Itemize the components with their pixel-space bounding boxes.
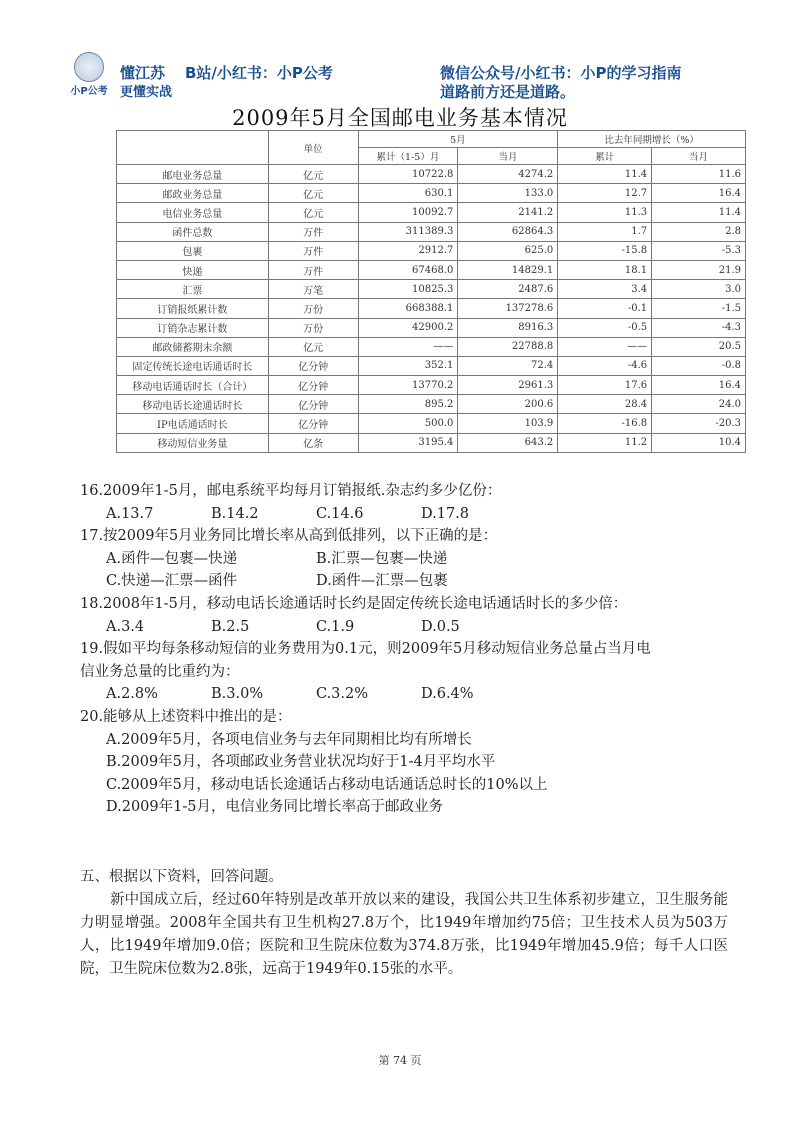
option: B.汇票—包裹—快递: [316, 550, 448, 567]
table-row: [117, 433, 746, 452]
row-name: 邮电业务总量: [117, 165, 269, 184]
row-unit: 亿元: [268, 337, 358, 356]
row-name: 汇票: [117, 280, 269, 299]
row-name: 邮政业务总量: [117, 184, 269, 203]
q17-options-row1: [80, 548, 740, 571]
q19-stem-line2: 信业务总量的比重约为：: [80, 663, 240, 680]
row-yoy-cumulative: -16.8: [558, 414, 652, 433]
row-cumulative: ——: [358, 337, 458, 356]
row-yoy-month: -20.3: [652, 414, 746, 433]
q20-option-a: A.2009年5月，各项电信业务与去年同期相比均有所增长: [106, 731, 472, 748]
option: D.函件—汇票—包裹: [316, 573, 448, 590]
row-yoy-cumulative: 11.3: [558, 203, 652, 222]
row-unit: 亿分钟: [268, 376, 358, 395]
row-month: 62864.3: [458, 222, 558, 241]
table-row: [117, 165, 746, 184]
row-name: 移动电话通话时长（合计）: [117, 376, 269, 395]
section-five: [80, 866, 728, 981]
q20-option-c: C.2009年5月，移动电话长途通话占移动电话通话总时长的10%以上: [106, 776, 548, 793]
row-month: 2141.2: [458, 203, 558, 222]
table-row: [117, 414, 746, 433]
header-right-note-2: 道路前方还是道路。: [440, 83, 576, 101]
q18-stem: 18.2008年1-5月，移动电话长途通话时长约是固定传统长途电话通话时长的多少倍：: [80, 595, 628, 612]
page-header: [0, 0, 800, 105]
option: D.17.8: [421, 505, 470, 522]
q16-options: [80, 503, 740, 526]
row-name: 固定传统长途电话通话时长: [117, 356, 269, 375]
brand-line-1: 懂江苏: [120, 64, 166, 82]
row-yoy-cumulative: 17.6: [558, 376, 652, 395]
row-cumulative: 10092.7: [358, 203, 458, 222]
row-name: 订销报纸累计数: [117, 299, 269, 318]
row-month: 8916.3: [458, 318, 558, 337]
row-yoy-cumulative: -15.8: [558, 241, 652, 260]
option: A.3.4: [106, 618, 145, 635]
row-cumulative: 10722.8: [358, 165, 458, 184]
option: B.2.5: [211, 618, 250, 635]
q17-options-row2: [80, 570, 740, 593]
option: C.快递—汇票—函件: [106, 573, 238, 590]
row-yoy-cumulative: 12.7: [558, 184, 652, 203]
row-yoy-month: 3.0: [652, 280, 746, 299]
row-name: 包裹: [117, 241, 269, 260]
header-yoy-month: 当月: [652, 148, 746, 165]
table-row: [117, 376, 746, 395]
row-yoy-month: 21.9: [652, 260, 746, 279]
logo-emblem-icon: [74, 52, 104, 82]
header-right-note-1: 微信公众号/小红书：小P的学习指南: [440, 64, 682, 82]
row-cumulative: 668388.1: [358, 299, 458, 318]
option: C.14.6: [316, 505, 364, 522]
row-cumulative: 10825.3: [358, 280, 458, 299]
option: C.1.9: [316, 618, 355, 635]
row-month: 643.2: [458, 433, 558, 452]
row-unit: 万件: [268, 222, 358, 241]
row-name: 移动电话长途通话时长: [117, 395, 269, 414]
row-month: 72.4: [458, 356, 558, 375]
logo-text: 小P公考: [70, 86, 108, 97]
header-blank: [117, 131, 269, 165]
row-name: 电信业务总量: [117, 203, 269, 222]
row-unit: 亿元: [268, 184, 358, 203]
row-unit: 亿条: [268, 433, 358, 452]
q16-stem: 16.2009年1-5月，邮电系统平均每月订销报纸.杂志约多少亿份：: [80, 483, 502, 499]
table-row: [117, 241, 746, 260]
option: B.14.2: [211, 505, 259, 522]
option: C.3.2%: [316, 686, 369, 703]
row-yoy-cumulative: ——: [558, 337, 652, 356]
q20-option-d: D.2009年1-5月，电信业务同比增长率高于邮政业务: [106, 799, 443, 816]
header-month: 当月: [458, 148, 558, 165]
q19-options: [80, 683, 740, 706]
row-month: 4274.2: [458, 165, 558, 184]
row-yoy-month: 16.4: [652, 184, 746, 203]
row-yoy-cumulative: 28.4: [558, 395, 652, 414]
row-cumulative: 2912.7: [358, 241, 458, 260]
row-yoy-cumulative: 1.7: [558, 222, 652, 241]
row-yoy-cumulative: -0.5: [558, 318, 652, 337]
row-unit: 万件: [268, 260, 358, 279]
row-cumulative: 311389.3: [358, 222, 458, 241]
header-yoy: 比去年同期增长（%）: [558, 131, 746, 148]
row-month: 625.0: [458, 241, 558, 260]
row-month: 103.9: [458, 414, 558, 433]
row-yoy-month: -4.3: [652, 318, 746, 337]
brand-line-2: 更懂实战: [120, 85, 173, 100]
row-unit: 亿元: [268, 203, 358, 222]
option: D.0.5: [421, 618, 460, 635]
q17-stem: 17.按2009年5月业务同比增长率从高到低排列，以下正确的是：: [80, 528, 498, 545]
table-row: [117, 184, 746, 203]
row-cumulative: 3195.4: [358, 433, 458, 452]
row-name: 快递: [117, 260, 269, 279]
row-name: 移动短信业务量: [117, 433, 269, 452]
option: B.3.0%: [211, 686, 264, 703]
table-row: [117, 337, 746, 356]
header-yoy-cumulative: 累计: [558, 148, 652, 165]
row-cumulative: 500.0: [358, 414, 458, 433]
header-may: 5月: [358, 131, 558, 148]
row-yoy-cumulative: -4.6: [558, 356, 652, 375]
row-unit: 亿元: [268, 165, 358, 184]
row-yoy-cumulative: 18.1: [558, 260, 652, 279]
row-month: 2961.3: [458, 376, 558, 395]
row-yoy-month: 11.4: [652, 203, 746, 222]
row-unit: 万份: [268, 299, 358, 318]
section-paragraph: 新中国成立后，经过60年特别是改革开放以来的建设，我国公共卫生体系初步建立，卫生服务能力明显增强。2008年全国共有卫生机构27.8万个，比1949年增加约75倍；卫生技术人员为503万人，比1949年增加9.0倍；医院和卫生院床位数为374.8万张，比1949年增加45.9倍；每千人口医院，卫生院床位数为2.8张，远高于1949年0.15张的水平。: [80, 892, 728, 977]
table-row: [117, 260, 746, 279]
section-heading: 五、根据以下资料，回答问题。: [80, 869, 283, 885]
row-name: 邮政储蓄期末余额: [117, 337, 269, 356]
row-cumulative: 42900.2: [358, 318, 458, 337]
table-row: [117, 203, 746, 222]
q20-option-b: B.2009年5月，各项邮政业务营业状况均好于1-4月平均水平: [106, 754, 496, 771]
header-unit: 单位: [268, 131, 358, 165]
row-month: 14829.1: [458, 260, 558, 279]
row-name: 函件总数: [117, 222, 269, 241]
row-yoy-month: 20.5: [652, 337, 746, 356]
option: D.6.4%: [421, 686, 474, 703]
row-yoy-month: 10.4: [652, 433, 746, 452]
table-title: 2009年5月全国邮电业务基本情况: [232, 106, 568, 130]
table-row: [117, 318, 746, 337]
row-month: 2487.6: [458, 280, 558, 299]
row-name: 订销杂志累计数: [117, 318, 269, 337]
table-row: [117, 222, 746, 241]
row-month: 137278.6: [458, 299, 558, 318]
table-row: [117, 299, 746, 318]
row-unit: 万件: [268, 241, 358, 260]
row-yoy-cumulative: -0.1: [558, 299, 652, 318]
row-month: 133.0: [458, 184, 558, 203]
row-cumulative: 13770.2: [358, 376, 458, 395]
row-cumulative: 895.2: [358, 395, 458, 414]
questions: [80, 480, 740, 819]
table-body: [117, 165, 746, 453]
row-month: 22788.8: [458, 337, 558, 356]
row-unit: 万份: [268, 318, 358, 337]
table-row: [117, 395, 746, 414]
table-row: [117, 356, 746, 375]
row-yoy-month: -5.3: [652, 241, 746, 260]
row-yoy-month: -1.5: [652, 299, 746, 318]
row-yoy-month: 24.0: [652, 395, 746, 414]
row-yoy-cumulative: 11.4: [558, 165, 652, 184]
row-yoy-month: 16.4: [652, 376, 746, 395]
q19-stem-line1: 19.假如平均每条移动短信的业务费用为0.1元，则2009年5月移动短信业务总量占当月电: [80, 641, 651, 658]
statistics-table: [116, 130, 746, 453]
option: A.函件—包裹—快递: [106, 550, 238, 567]
q20-stem: 20.能够从上述资料中推出的是：: [80, 708, 292, 725]
row-unit: 亿分钟: [268, 414, 358, 433]
row-yoy-month: 2.8: [652, 222, 746, 241]
q18-options: [80, 616, 740, 639]
row-cumulative: 67468.0: [358, 260, 458, 279]
header-left-note: B站/小红书：小P公考: [185, 64, 333, 82]
page-number: 第 74 页: [378, 1054, 422, 1067]
row-cumulative: 630.1: [358, 184, 458, 203]
row-yoy-month: -0.8: [652, 356, 746, 375]
row-cumulative: 352.1: [358, 356, 458, 375]
row-yoy-cumulative: 3.4: [558, 280, 652, 299]
option: A.13.7: [106, 505, 154, 522]
option: A.2.8%: [106, 686, 158, 703]
row-yoy-month: 11.6: [652, 165, 746, 184]
row-unit: 亿分钟: [268, 356, 358, 375]
row-yoy-cumulative: 11.2: [558, 433, 652, 452]
row-unit: 万笔: [268, 280, 358, 299]
row-name: IP电话通话时长: [117, 414, 269, 433]
row-unit: 亿分钟: [268, 395, 358, 414]
header-cumulative: 累计（1-5）月: [358, 148, 458, 165]
table-row: [117, 280, 746, 299]
logo: [58, 52, 120, 98]
row-month: 200.6: [458, 395, 558, 414]
